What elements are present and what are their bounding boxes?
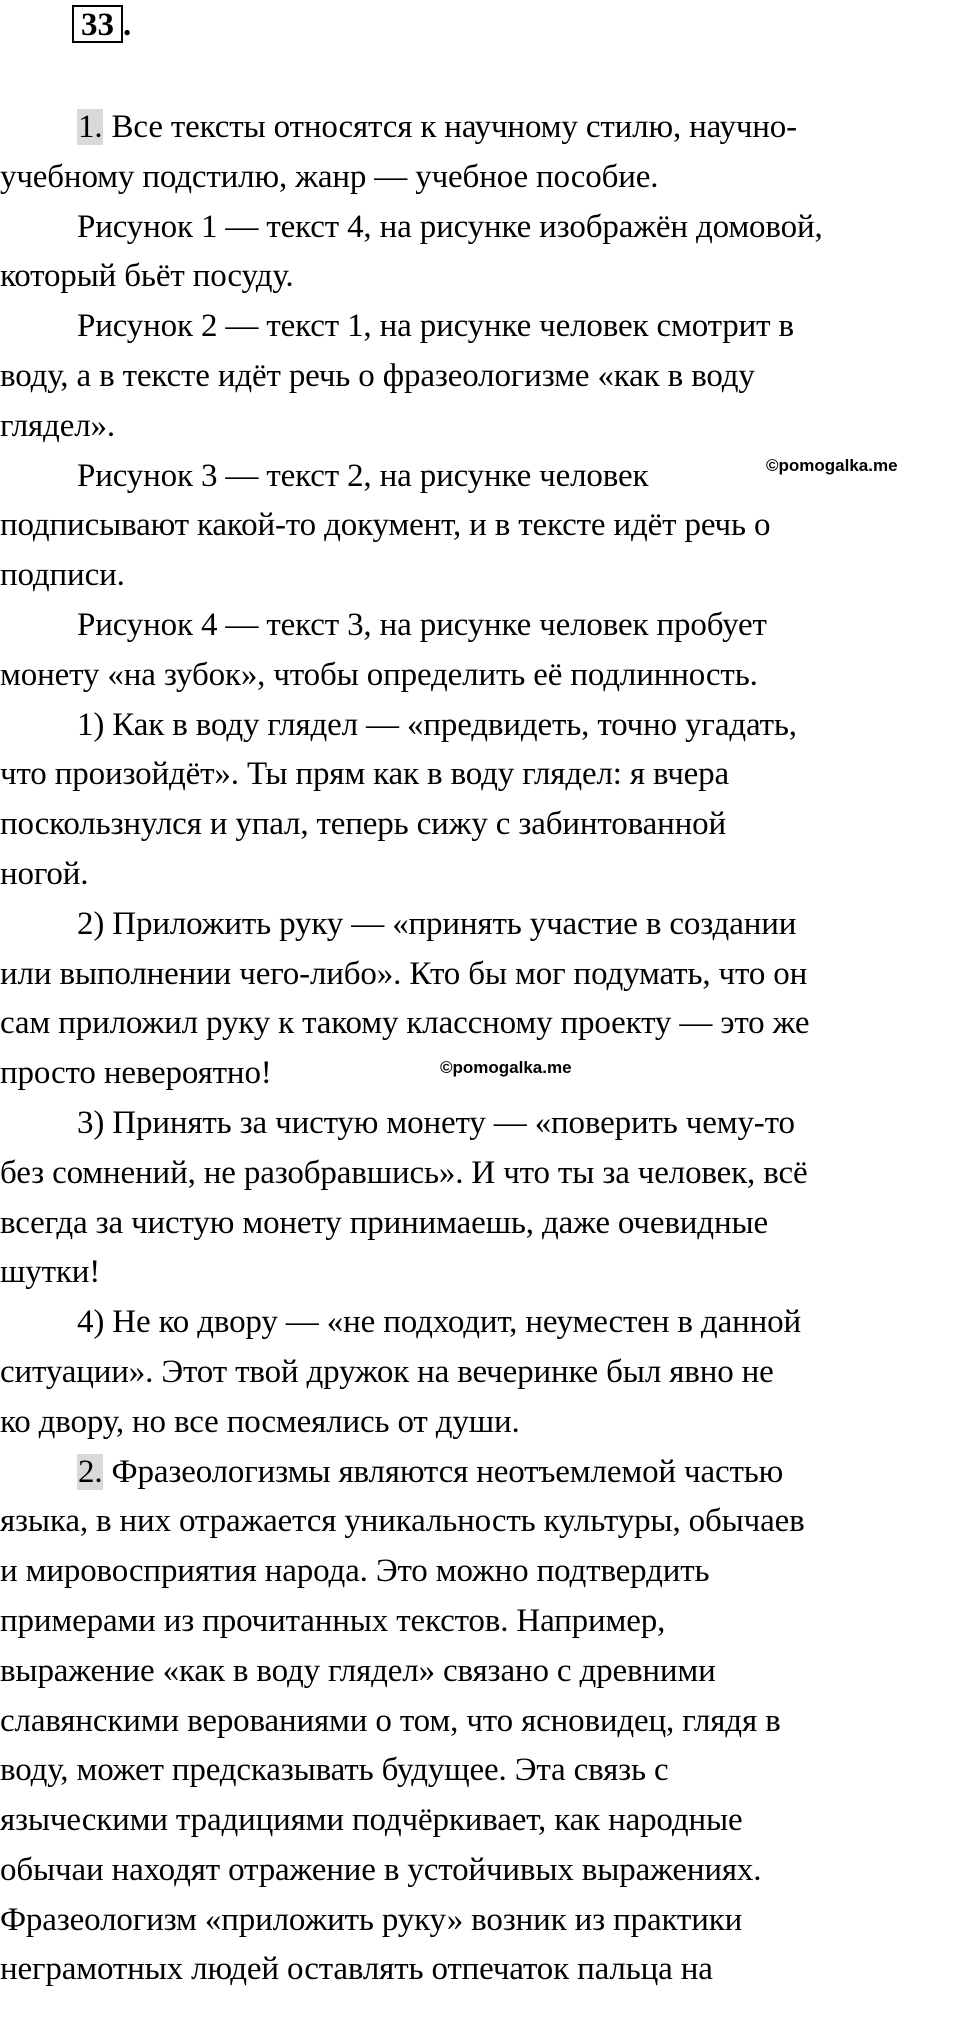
text-line-content: языка, в них отражается уникальность культуры, обычаев bbox=[0, 1503, 805, 1540]
text-line-content: подписывают какой-то документ, и в тексте идёт речь о bbox=[0, 507, 771, 544]
text-line-content: без сомнений, не разобравшись». И что ты за человек, всё bbox=[0, 1154, 808, 1191]
text-line bbox=[0, 750, 958, 800]
text-line bbox=[0, 651, 958, 701]
text-line-content: который бьёт посуду. bbox=[0, 258, 294, 295]
text-line-content: и мировосприятия народа. Это можно подтвердить bbox=[0, 1553, 710, 1590]
text-line bbox=[0, 1248, 958, 1298]
text-line bbox=[0, 153, 958, 203]
text-line-content: 1) Как в воду глядел — «предвидеть, точно угадать, bbox=[77, 706, 797, 743]
text-line bbox=[0, 402, 958, 452]
text-line-content: ко двору, но все посмеялись от души. bbox=[0, 1403, 520, 1440]
text-line bbox=[0, 252, 958, 302]
text-line bbox=[0, 1448, 958, 1498]
text-line bbox=[0, 850, 958, 900]
text-line-content: сам приложил руку к такому классному проекту — это же bbox=[0, 1005, 810, 1042]
text-line-content: ногой. bbox=[0, 855, 89, 892]
text-line bbox=[0, 1547, 958, 1597]
text-line bbox=[0, 501, 958, 551]
text-line-content: глядел». bbox=[0, 407, 115, 444]
text-line bbox=[0, 1398, 958, 1448]
text-line-content: монету «на зубок», чтобы определить её подлинность. bbox=[0, 656, 758, 693]
text-line-content: поскользнулся и упал, теперь сижу с забинтованной bbox=[0, 806, 726, 843]
item-number-marker: 2. bbox=[78, 1453, 103, 1490]
text-line bbox=[0, 352, 958, 402]
text-line bbox=[0, 1199, 958, 1249]
text-line-content: Фразеологизм «приложить руку» возник из практики bbox=[0, 1901, 743, 1938]
text-line-content: учебному подстилю, жанр — учебное пособие. bbox=[0, 158, 659, 195]
text-line-content: Рисунок 3 — текст 2, на рисунке человек bbox=[77, 457, 649, 494]
task-number-dot: . bbox=[123, 7, 132, 43]
text-line bbox=[0, 302, 958, 352]
text-line bbox=[0, 1647, 958, 1697]
text-line-content: всегда за чистую монету принимаешь, даже очевидные bbox=[0, 1204, 768, 1241]
text-line-content: воду, может предсказывать будущее. Эта связь с bbox=[0, 1752, 669, 1789]
text-line-content: просто невероятно! bbox=[0, 1055, 272, 1092]
text-line-content: Рисунок 2 — текст 1, на рисунке человек смотрит в bbox=[77, 308, 794, 345]
text-line bbox=[0, 1298, 958, 1348]
text-line bbox=[0, 1099, 958, 1149]
text-line bbox=[0, 1697, 958, 1747]
text-line bbox=[0, 103, 958, 153]
text-line-content: неграмотных людей оставлять отпечаток пальца на bbox=[0, 1951, 713, 1988]
text-line bbox=[0, 551, 958, 601]
text-line bbox=[0, 1348, 958, 1398]
text-line-content: или выполнении чего-либо». Кто бы мог подумать, что он bbox=[0, 955, 808, 992]
text-line-content: Рисунок 1 — текст 4, на рисунке изображён домовой, bbox=[77, 208, 823, 245]
text-line-content: обычаи находят отражение в устойчивых выражениях. bbox=[0, 1851, 762, 1888]
text-line bbox=[0, 950, 958, 1000]
text-line bbox=[0, 1796, 958, 1846]
text-line bbox=[0, 1846, 958, 1896]
text-line-content: Рисунок 4 — текст 3, на рисунке человек пробует bbox=[77, 606, 767, 643]
text-line bbox=[0, 1497, 958, 1547]
text-line-content: выражение «как в воду глядел» связано с древними bbox=[0, 1652, 716, 1689]
text-line bbox=[0, 1597, 958, 1647]
text-line-content: что произойдёт». Ты прям как в воду глядел: я вчера bbox=[0, 756, 729, 793]
text-line bbox=[0, 900, 958, 950]
text-line-content: 3) Принять за чистую монету — «поверить чему-то bbox=[77, 1104, 795, 1141]
text-line bbox=[0, 1746, 958, 1796]
text-line-content: подписи. bbox=[0, 557, 125, 594]
watermark: ©pomogalka.me bbox=[766, 456, 898, 475]
watermark: ©pomogalka.me bbox=[440, 1058, 572, 1077]
text-line-content: языческими традициями подчёркивает, как народные bbox=[0, 1802, 743, 1839]
text-line bbox=[0, 601, 958, 651]
text-line-content: ситуации». Этот твой дружок на вечеринке был явно не bbox=[0, 1353, 774, 1390]
text-line bbox=[0, 1896, 958, 1946]
text-line-content: славянскими верованиями о том, что ясновидец, глядя в bbox=[0, 1702, 781, 1739]
text-line-content: шутки! bbox=[0, 1254, 101, 1291]
text-line-content: примерами из прочитанных текстов. Например, bbox=[0, 1602, 666, 1639]
text-line-content: 2) Приложить руку — «принять участие в создании bbox=[77, 905, 797, 942]
text-line-content: воду, а в тексте идёт речь о фразеологизме «как в воду bbox=[0, 357, 755, 394]
text-line bbox=[0, 701, 958, 751]
text-line bbox=[0, 203, 958, 253]
text-line-content: 4) Не ко двору — «не подходит, неуместен в данной bbox=[77, 1304, 801, 1341]
task-number bbox=[72, 4, 131, 46]
text-line bbox=[0, 1149, 958, 1199]
text-line bbox=[0, 999, 958, 1049]
text-line bbox=[0, 1945, 958, 1995]
item-number-marker: 1. bbox=[78, 109, 103, 145]
text-line bbox=[0, 800, 958, 850]
text-line-content: Фразеологизмы являются неотъемлемой частью bbox=[103, 1453, 784, 1490]
text-line-content: Все тексты относятся к научному стилю, научно- bbox=[103, 109, 797, 145]
answer-text bbox=[0, 103, 958, 1995]
task-number-box: 33 bbox=[72, 5, 123, 43]
